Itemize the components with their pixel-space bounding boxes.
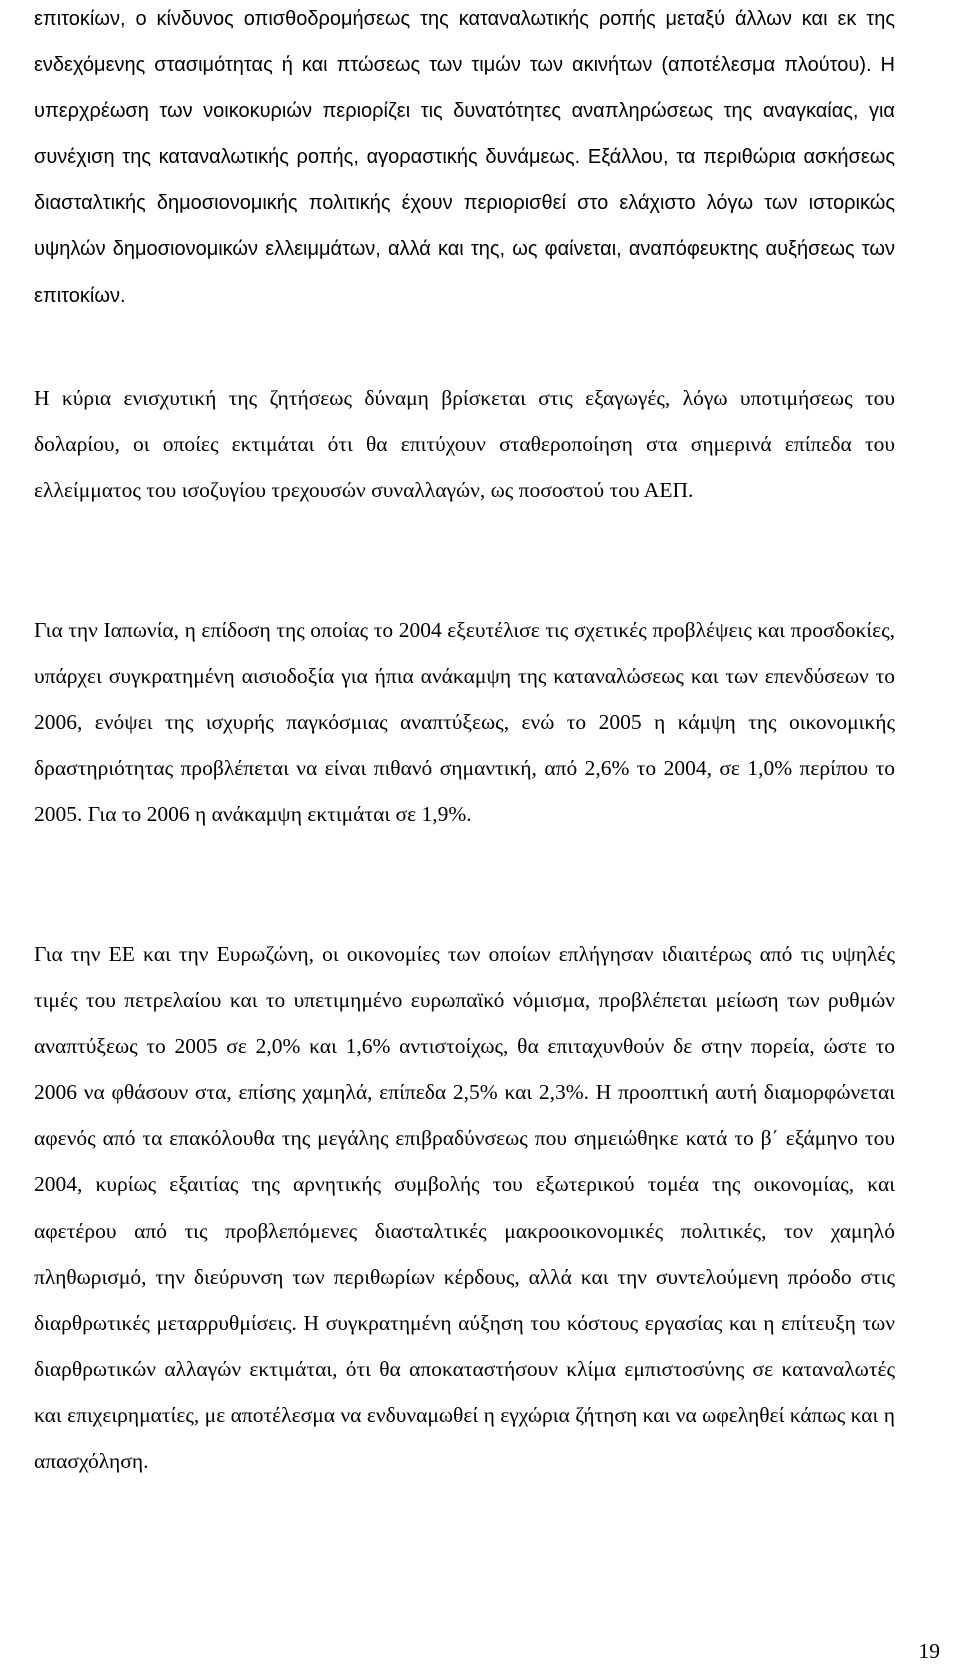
paragraph-2: Η κύρια ενισχυτική της ζητήσεως δύναμη βρίσκεται στις εξαγωγές, λόγω υποτιμήσεως του δολαρίου, οι οποίες εκτιμάται ότι θα επιτύχουν σταθεροποίηση στα σημερινά επίπεδα του ελλείμματος του ισοζυγίου τρεχουσών συναλλαγών, ως ποσοστού του ΑΕΠ. xyxy=(34,386,895,503)
paragraph-3: Για την Ιαπωνία, η επίδοση της οποίας το 2004 εξευτέλισε τις σχετικές προβλέψεις και προσδοκίες, υπάρχει συγκρατημένη αισιοδοξία για ήπια ανάκαμψη της καταναλώσεως και των επενδύσεων το 2006, ενόψει της ισχυρής παγκόσμιας αναπτύξεως, ενώ το 2005 η κάμψη της οικονομικής δραστηριότητας προβλέπεται να είναι πιθανό σημαντική, από 2,6% το 2004, σε 1,0% περίπου το 2005. Για το 2006 η ανάκαμψη εκτιμάται σε 1,9%. xyxy=(34,618,895,827)
page-number: 19 xyxy=(918,1639,940,1663)
paragraph-4: Για την ΕΕ και την Ευρωζώνη, οι οικονομίες των οποίων επλήγησαν ιδιαιτέρως από τις υψηλές τιμές του πετρελαίου και το υπετιμημένο ευρωπαϊκό νόμισμα, προβλέπεται μείωση των ρυθμών αναπτύξεως το 2005 σε 2,0% και 1,6% αντιστοίχως, θα επιταχυνθούν δε στην πορεία, ώστε το 2006 να φθάσουν στα, επίσης χαμηλά, επίπεδα 2,5% και 2,3%. Η προοπτική αυτή διαμορφώνεται αφενός από τα επακόλουθα της μεγάλης επιβραδύνσεως που σημειώθηκε κατά το β΄ εξάμηνο του 2004, κυρίως εξαιτίας της αρνητικής συμβολής του εξωτερικού τομέα της οικονομίας, και αφετέρου από τις προβλεπόμενες διασταλτικές μακροοικονομικές πολιτικές, τον χαμηλό πληθωρισμό, την διεύρυνση των περιθωρίων κέρδους, αλλά και την συντελούμενη πρόοδο στις διαρθρωτικές μεταρρυθμίσεις. Η συγκρατημένη αύξηση του κόστους εργασίας και η επίτευξη των διαρθρωτικών αλλαγών εκτιμάται, ότι θα αποκαταστήσουν κλίμα εμπιστοσύνης σε καταναλωτές και επιχειρηματίες, με αποτέλεσμα να ενδυναμωθεί η εγχώρια ζήτηση και να ωφεληθεί κάπως και η απασχόληση. xyxy=(34,942,895,1474)
paragraph-1: επιτοκίων, ο κίνδυνος οπισθοδρομήσεως της καταναλωτικής ροπής μεταξύ άλλων και εκ της ενδεχόμενης στασιμότητας ή και πτώσεως των τιμών των ακινήτων (αποτέλεσμα πλούτου). Η υπερχρέωση των νοικοκυριών περιορίζει τις δυνατότητες αναπληρώσεως της αναγκαίας, για συνέχιση της καταναλωτικής ροπής, αγοραστικής δυνάμεως. Εξάλλου, τα περιθώρια ασκήσεως διασταλτικής δημοσιονομικής πολιτικής έχουν περιορισθεί στο ελάχιστο λόγω των ιστορικώς υψηλών δημοσιονομικών ελλειμμάτων, αλλά και της, ως φαίνεται, αναπόφευκτης αυξήσεως των επιτοκίων. xyxy=(34,8,895,307)
